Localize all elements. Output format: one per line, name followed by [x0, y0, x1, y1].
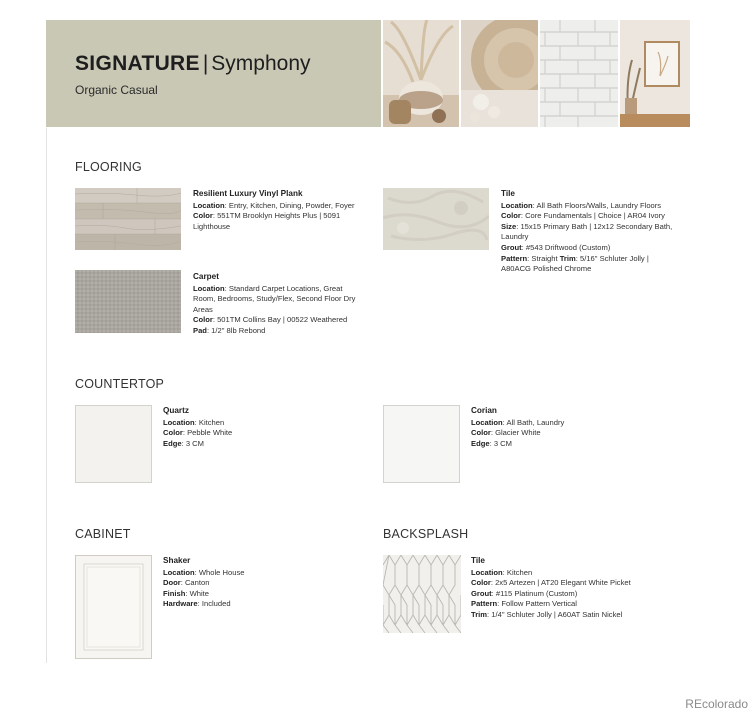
spec-row: Color: Glacier White — [471, 428, 541, 438]
spec-row: Color: 2x5 Artezen | AT20 Elegant White Picket — [471, 578, 631, 588]
spec-row: Color: 551TM Brooklyn Heights Plus | 5091 Lighthouse — [193, 211, 341, 231]
photo-framed-art — [620, 20, 690, 127]
header-band — [46, 20, 692, 127]
spec-row: Pattern: Follow Pattern Vertical — [471, 599, 577, 609]
mood-photos — [381, 20, 690, 127]
shaker-details — [163, 556, 343, 610]
spec-row: Location: Kitchen — [471, 567, 533, 577]
spec-row: Pattern: Straight Trim: 5/16" Schluter Jolly | A80ACG Polished Chrome — [501, 253, 649, 274]
spec-row: Location: All Bath, Laundry — [471, 417, 565, 427]
style-name: Organic Casual — [75, 83, 158, 97]
section-backsplash: BACKSPLASH — [383, 527, 469, 541]
tile-floor-details — [501, 189, 676, 275]
backsplash-details — [471, 556, 656, 621]
section-countertop: COUNTERTOP — [75, 377, 165, 391]
brand-panel — [46, 20, 381, 127]
spec-row: Location: Entry, Kitchen, Dining, Powder, Foyer — [193, 200, 355, 210]
brand-name: Symphony — [211, 52, 311, 75]
spec-row: Door: Canton — [163, 578, 210, 588]
spec-row: Location: Kitchen — [163, 417, 225, 427]
carpet-details — [193, 272, 365, 337]
spec-row: Location: Whole House — [163, 567, 245, 577]
shaker-door-swatch — [75, 555, 152, 659]
spec-row: Color: Core Fundamentals | Choice | AR04 Ivory — [501, 211, 665, 221]
spec-row: Size: 15x15 Primary Bath | 12x12 Secondary Bath, Laundry — [501, 221, 673, 242]
spec-row: Trim: 1/4" Schluter Jolly | A60AT Satin Nickel — [471, 609, 623, 619]
corian-swatch — [383, 405, 460, 483]
lvp-details — [193, 189, 365, 232]
corian-details — [471, 406, 651, 449]
carpet-swatch — [75, 270, 181, 333]
product-name: Resilient Luxury Vinyl Plank — [193, 189, 303, 198]
product-name: Carpet — [193, 272, 219, 281]
product-name: Corian — [471, 406, 497, 415]
tile-floor-swatch — [383, 188, 489, 250]
section-flooring: FLOORING — [75, 160, 142, 174]
quartz-swatch — [75, 405, 152, 483]
spec-row: Color: 501TM Collins Bay | 00522 Weathered — [193, 315, 348, 325]
left-border — [46, 128, 47, 663]
brand-separator: | — [202, 52, 209, 75]
product-name: Shaker — [163, 556, 191, 565]
photo-brick-wall — [540, 20, 618, 127]
product-name: Tile — [471, 556, 485, 565]
quartz-details — [163, 406, 343, 449]
spec-row: Grout: #115 Platinum (Custom) — [471, 588, 578, 598]
spec-row: Edge: 3 CM — [163, 438, 204, 448]
spec-row: Location: Standard Carpet Locations, Great Room, Bedrooms, Study/Flex, Second Floor Dry Areas — [193, 283, 356, 314]
picket-tile-swatch — [383, 555, 461, 633]
product-name: Tile — [501, 189, 515, 198]
spec-row: Finish: White — [163, 588, 210, 598]
spec-row: Location: All Bath Floors/Walls, Laundry Floors — [501, 200, 662, 210]
spec-row: Grout: #543 Driftwood (Custom) — [501, 242, 611, 252]
spec-row: Hardware: Included — [163, 599, 231, 609]
product-name: Quartz — [163, 406, 189, 415]
lvp-swatch — [75, 188, 181, 250]
section-cabinet: CABINET — [75, 527, 131, 541]
photo-vases — [383, 20, 459, 127]
spec-row: Pad: 1/2" 8lb Rebond — [193, 325, 266, 335]
source-credit: REcolorado — [685, 697, 748, 711]
spec-row: Color: Pebble White — [163, 428, 233, 438]
brand-title — [75, 52, 311, 76]
photo-woven-plate — [461, 20, 538, 127]
spec-row: Edge: 3 CM — [471, 438, 512, 448]
brand-strong: SIGNATURE — [75, 52, 200, 75]
